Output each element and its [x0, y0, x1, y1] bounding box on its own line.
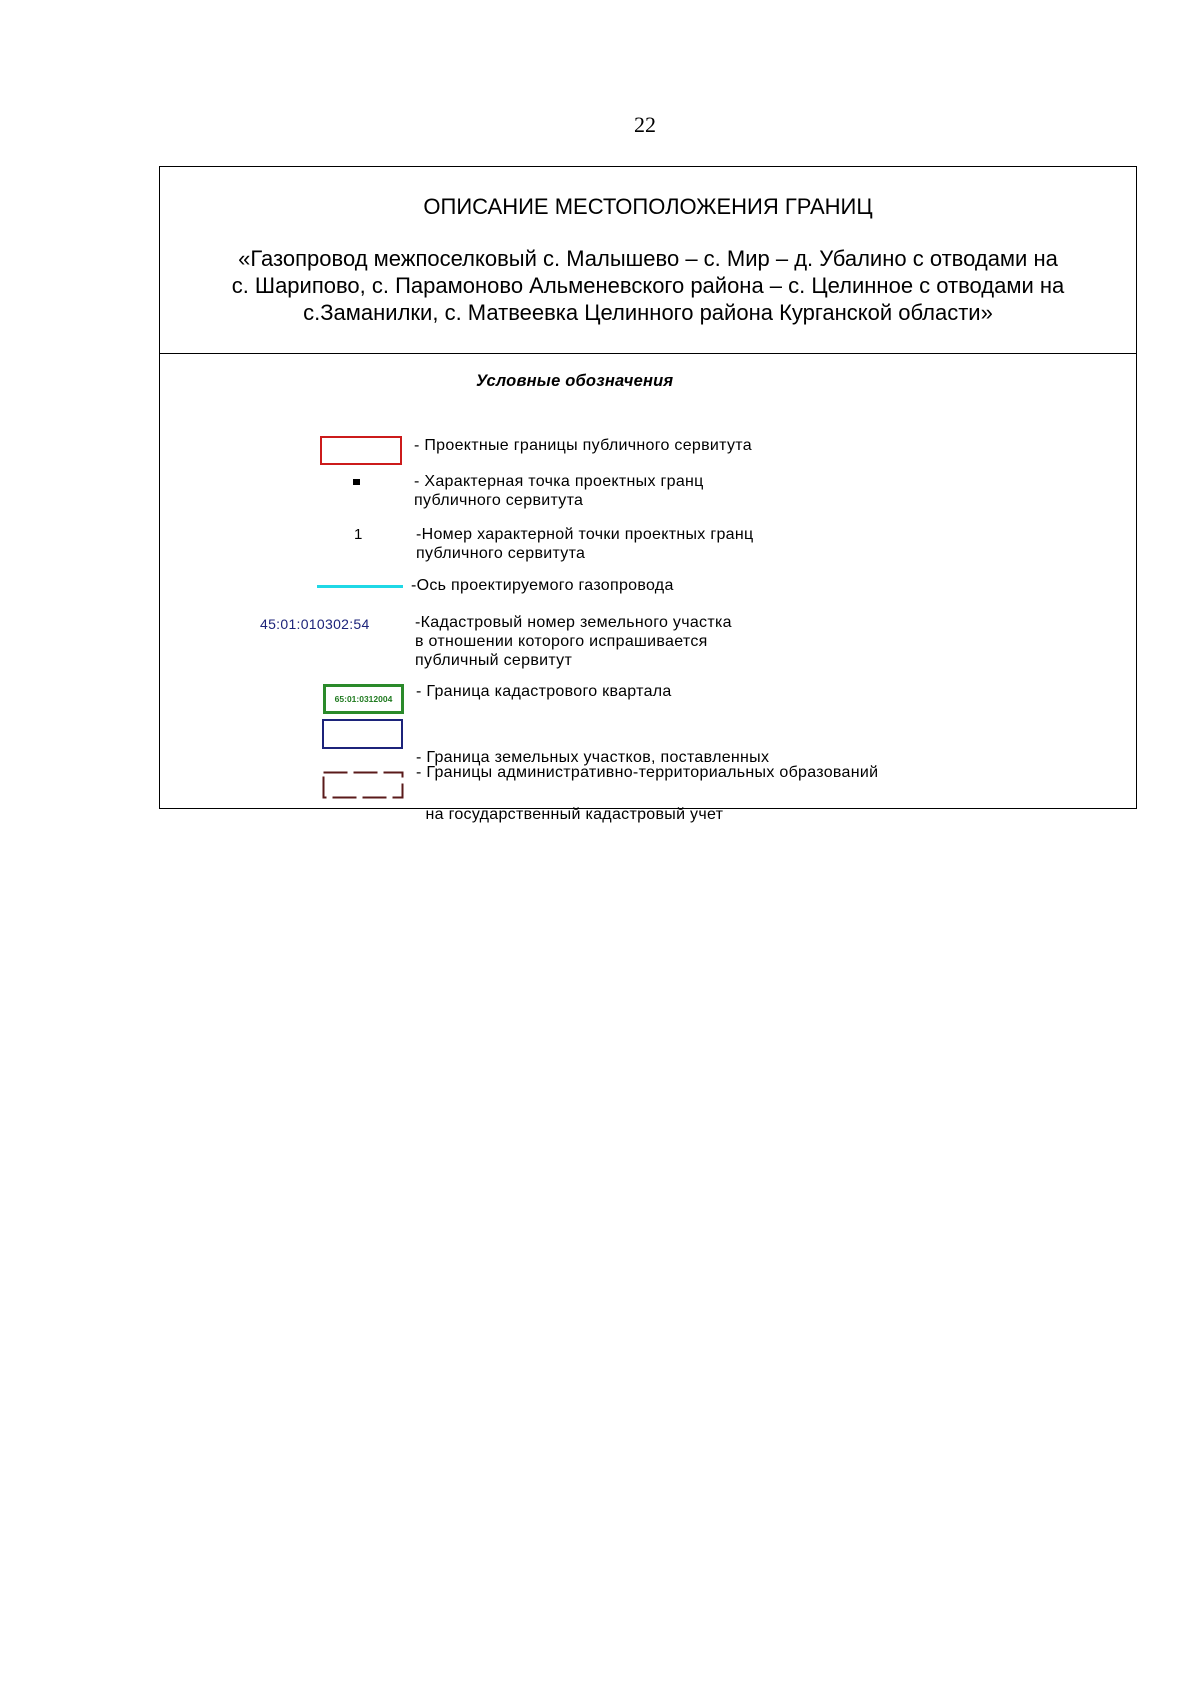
legend-line: на государственный кадастровый учет [416, 806, 724, 823]
legend-item-label [411, 576, 674, 595]
legend-line: публичного сервитута [416, 545, 586, 562]
point-number-label: 1 [354, 526, 363, 543]
legend-item-label [414, 472, 704, 510]
legend-line: - Граница кадастрового квартала [416, 683, 672, 700]
document-title: ОПИСАНИЕ МЕСТОПОЛОЖЕНИЯ ГРАНИЦ [423, 194, 873, 219]
legend-line: - Граница земельных участков, поставленных [416, 749, 770, 766]
cadastral-number-label: 45:01:010302:54 [260, 616, 370, 632]
blue-rectangle-icon [322, 719, 403, 749]
subtitle-line: с.Заманилки, с. Матвеевка Целинного района Курганской области» [303, 300, 993, 325]
cyan-line-icon [317, 585, 403, 588]
subtitle-line: «Газопровод межпоселковый с. Малышево – с. Мир – д. Убалино с отводами на [238, 246, 1058, 271]
legend-line: -Ось проектируемого газопровода [411, 577, 674, 594]
legend-line: - Характерная точка проектных гранц [414, 473, 704, 490]
green-rectangle-icon: 65:01:0312004 [323, 684, 404, 714]
legend-item-label [416, 525, 753, 563]
legend-line: публичный сервитут [415, 652, 573, 669]
point-dot-icon [353, 479, 360, 485]
page-number: 22 [634, 112, 656, 137]
legend-line: публичного сервитута [414, 492, 584, 509]
subtitle-line: с. Шарипово, с. Парамоново Альменевского района – с. Целинное с отводами на [231, 273, 1065, 298]
legend-item-label [414, 436, 752, 455]
document-subtitle [180, 245, 1116, 326]
legend-item-label [416, 763, 878, 782]
legend-title: Условные обозначения [476, 372, 674, 390]
legend-line: -Номер характерной точки проектных гранц [416, 526, 754, 543]
header-block [160, 167, 1136, 354]
legend-line: -Кадастровый номер земельного участка [415, 614, 732, 631]
legend-item-label [415, 613, 732, 670]
legend-item-label [416, 710, 769, 862]
legend-line: - Границы административно-территориальных образований [416, 764, 879, 781]
legend-item-label [416, 682, 672, 701]
legend-line: в отношении которого испрашивается [415, 633, 708, 650]
document-frame [159, 166, 1137, 823]
legend-line: - Проектные границы публичного сервитута [414, 437, 752, 454]
red-rectangle-icon [320, 436, 402, 465]
dashed-rectangle-icon [322, 771, 404, 799]
